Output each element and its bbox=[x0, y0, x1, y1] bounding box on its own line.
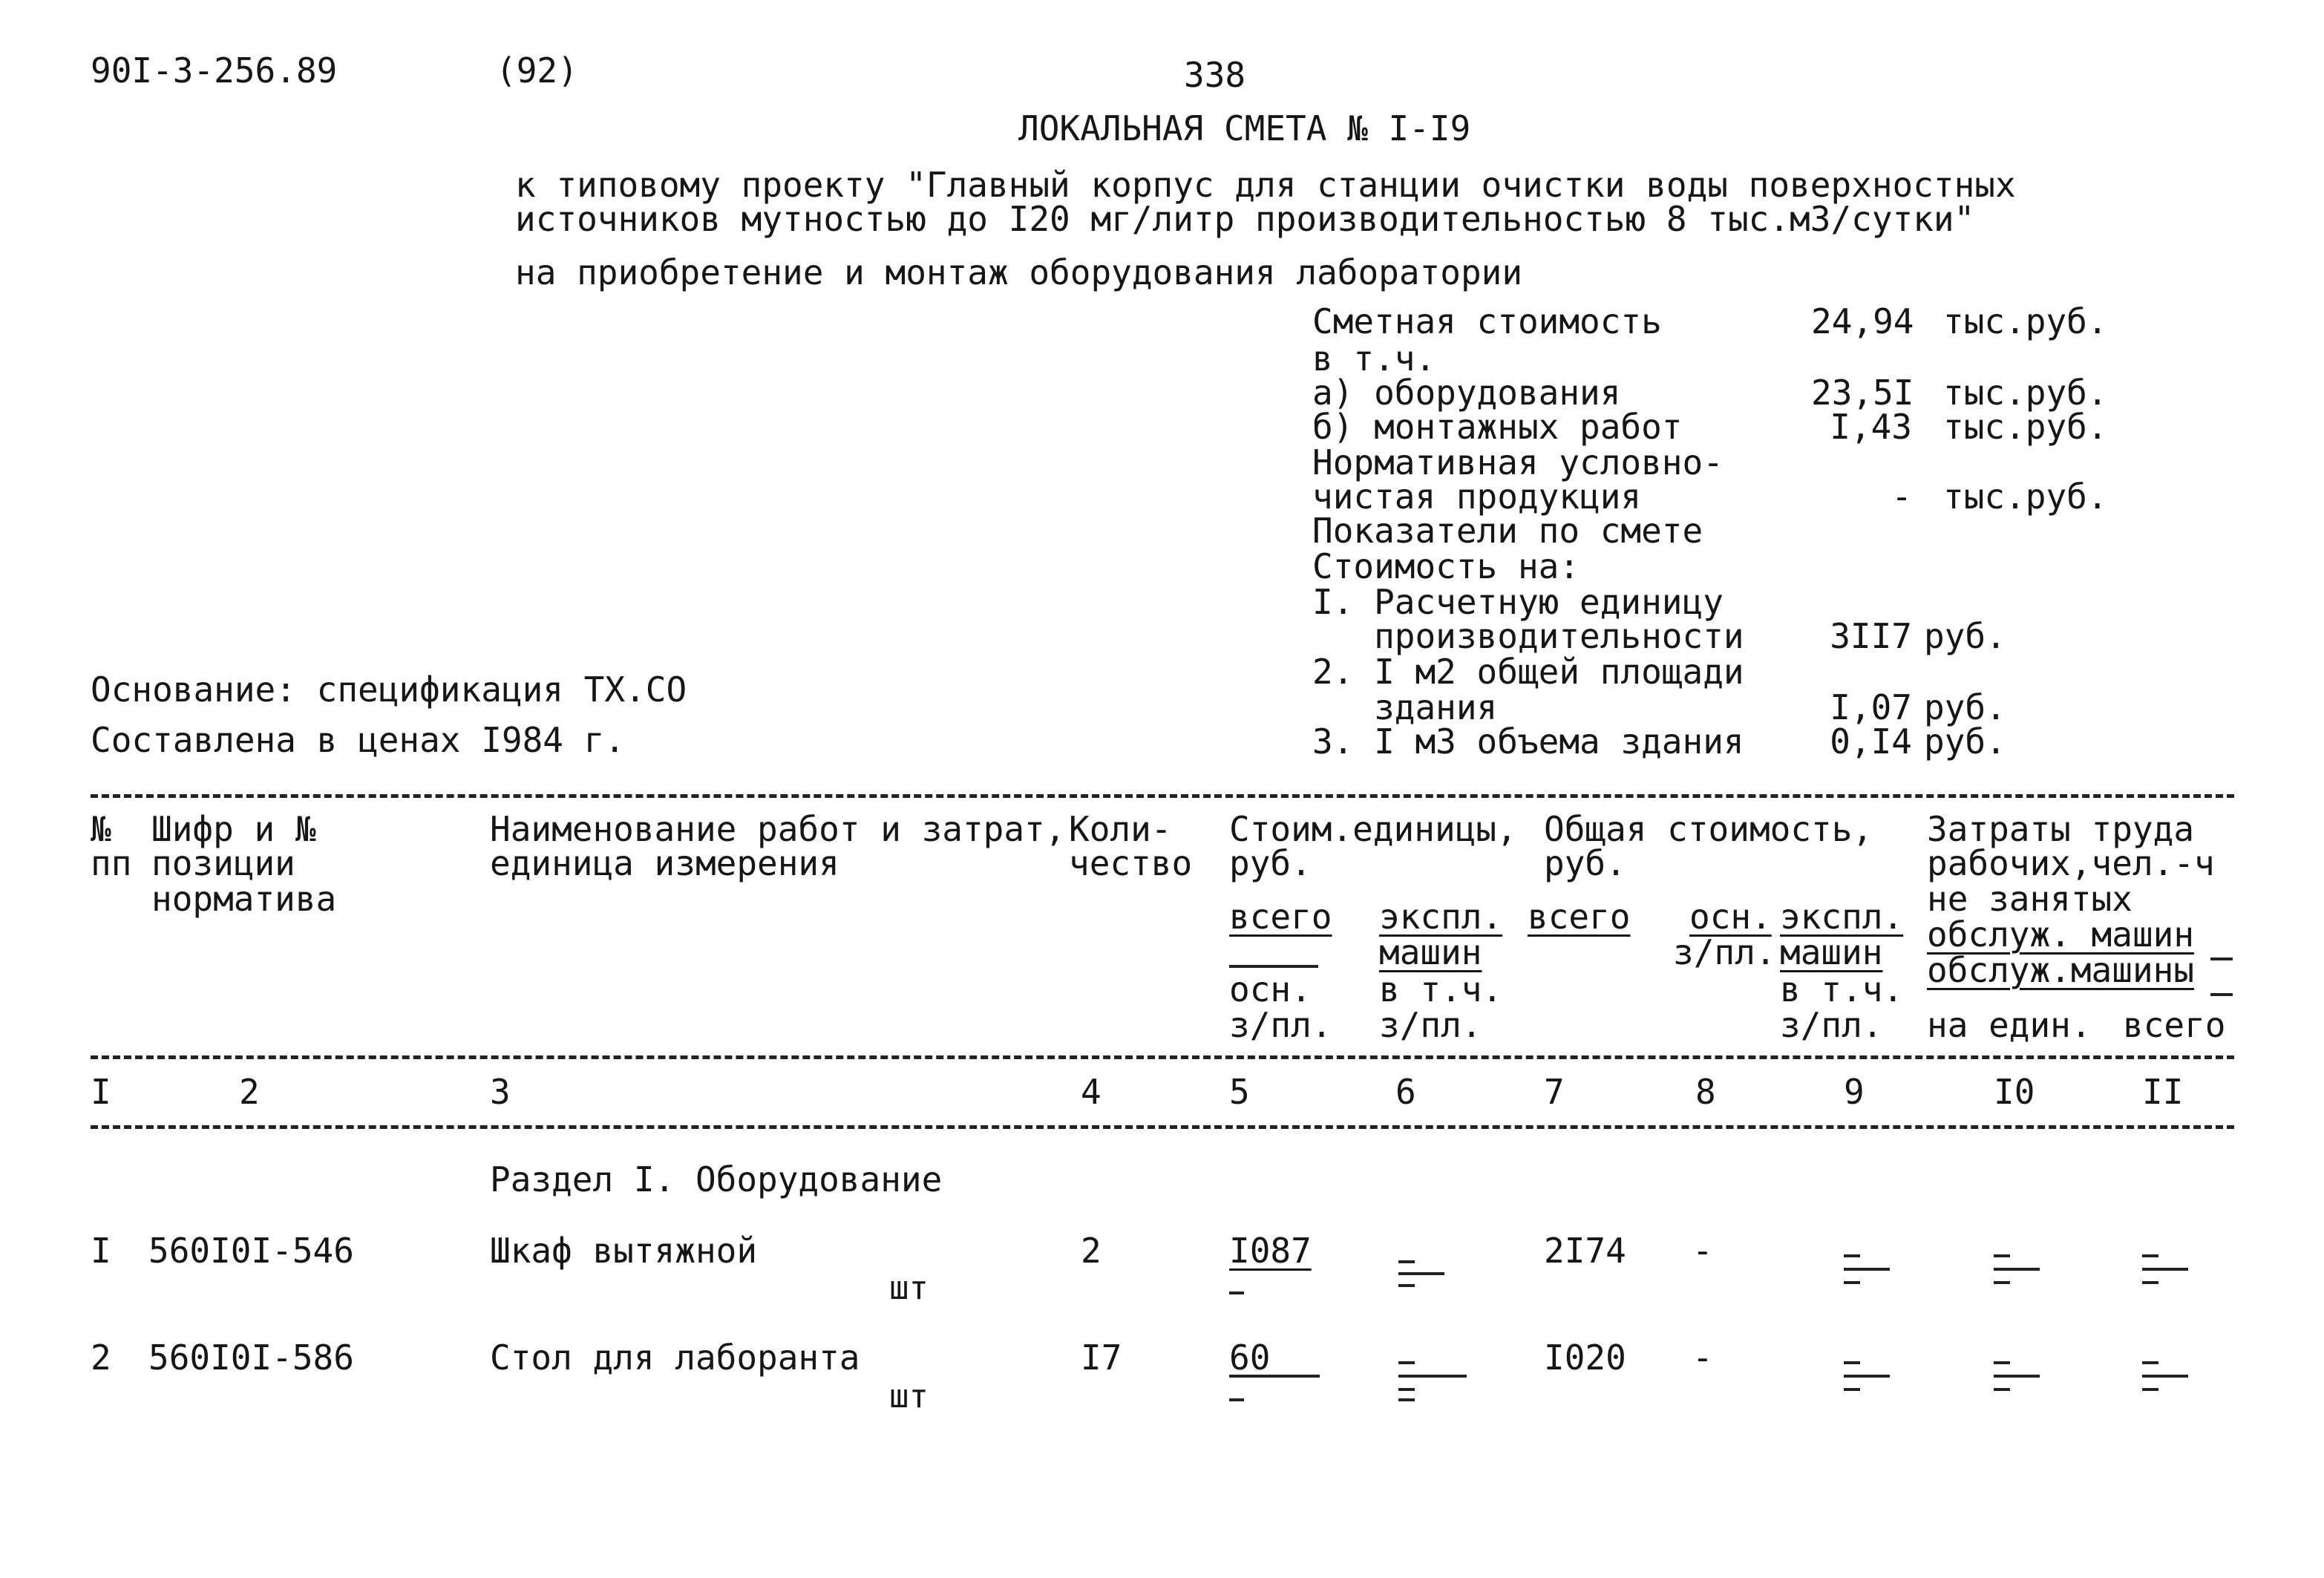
header-code: норматива bbox=[151, 879, 337, 919]
subtitle-line-3: на приобретение и монтаж оборудования лаборатории bbox=[515, 252, 1523, 292]
document-code: 90I-3-256.89 bbox=[91, 50, 338, 91]
header-labor: обслуж.машины bbox=[1927, 950, 2195, 990]
header-rule bbox=[1229, 965, 1318, 968]
row-empty-mark bbox=[2142, 1361, 2158, 1364]
header-number: пп bbox=[91, 843, 132, 883]
row-empty-mark bbox=[1398, 1375, 1467, 1378]
column-number: 5 bbox=[1229, 1072, 1250, 1112]
row-empty-mark bbox=[1844, 1361, 1860, 1364]
row-quantity: 2 bbox=[1081, 1231, 1102, 1271]
header-col7-total: всего bbox=[1528, 897, 1631, 937]
row-unit-cost: I087 bbox=[1229, 1231, 1312, 1271]
row-empty-mark bbox=[1844, 1375, 1890, 1378]
summary-value: 24,94 bbox=[1811, 301, 1914, 341]
header-total-cost: руб. bbox=[1544, 843, 1626, 883]
summary-label: Стоимость на: bbox=[1312, 546, 1580, 586]
row-empty-mark bbox=[2142, 1375, 2188, 1378]
row-empty-mark bbox=[1844, 1268, 1890, 1271]
row-empty-mark bbox=[1229, 1375, 1320, 1378]
header-labor: рабочих,чел.-ч bbox=[1927, 843, 2215, 883]
header-col10-per-unit: на един. bbox=[1927, 1005, 2092, 1045]
row-code: 560I0I-586 bbox=[148, 1338, 354, 1378]
row-empty-mark bbox=[1994, 1268, 2040, 1271]
header-code: позиции bbox=[151, 843, 295, 883]
row-total-cost: I020 bbox=[1544, 1338, 1626, 1378]
header-col11-total: всего bbox=[2123, 1005, 2226, 1045]
row-unit: шт bbox=[889, 1378, 929, 1415]
header-col9-incl: в т.ч. bbox=[1780, 969, 1904, 1009]
summary-value: 23,5I bbox=[1811, 373, 1914, 413]
header-code: Шифр и № bbox=[151, 809, 316, 849]
row-empty-mark bbox=[1994, 1254, 2010, 1257]
summary-label: здания bbox=[1312, 687, 1498, 727]
row-base-wage: - bbox=[1692, 1231, 1713, 1271]
header-unit-cost: руб. bbox=[1229, 843, 1312, 883]
column-number: 7 bbox=[1544, 1072, 1565, 1112]
document-title: ЛОКАЛЬНАЯ СМЕТА № I-I9 bbox=[1018, 108, 1471, 148]
row-empty-mark bbox=[2142, 1281, 2158, 1284]
header-unit-cost: Стоим.единицы, bbox=[1229, 809, 1517, 849]
row-empty-mark bbox=[2142, 1254, 2158, 1257]
header-labor: Затраты труда bbox=[1927, 809, 2195, 849]
header-name: единица измерения bbox=[490, 843, 839, 883]
summary-value: 3II7 bbox=[1830, 616, 1912, 656]
column-number: II bbox=[2142, 1072, 2184, 1112]
summary-label: 3. I м3 объема здания bbox=[1312, 721, 1744, 762]
summary-value: I,43 bbox=[1830, 407, 1912, 447]
summary-value: - bbox=[1891, 477, 1912, 517]
summary-value: I,07 bbox=[1830, 687, 1912, 727]
row-empty-mark bbox=[1844, 1254, 1860, 1257]
summary-label: Сметная стоимость bbox=[1312, 301, 1662, 341]
summary-unit: руб. bbox=[1924, 721, 2006, 762]
summary-unit: тыс.руб. bbox=[1943, 407, 2108, 447]
table-header-rule bbox=[91, 1055, 2234, 1059]
summary-label: производительности bbox=[1312, 616, 1744, 656]
row-empty-mark bbox=[1398, 1260, 1415, 1263]
section-title: Раздел I. Оборудование bbox=[490, 1159, 943, 1199]
row-name: Шкаф вытяжной bbox=[490, 1231, 758, 1271]
header-labor: обслуж. машин bbox=[1927, 914, 2195, 955]
header-total-cost: Общая стоимость, bbox=[1544, 809, 1873, 849]
table-top-rule bbox=[91, 794, 2234, 798]
summary-label: 2. I м2 общей площади bbox=[1312, 652, 1744, 692]
subtitle-line-1: к типовому проекту "Главный корпус для станции очистки воды поверхностных bbox=[515, 165, 2016, 205]
column-number: 9 bbox=[1844, 1072, 1865, 1112]
sheet-reference: (92) bbox=[496, 50, 578, 91]
header-col6-incl: з/пл. bbox=[1379, 1005, 1482, 1045]
summary-label: а) оборудования bbox=[1312, 373, 1621, 413]
summary-unit: руб. bbox=[1924, 687, 2006, 727]
summary-label: в т.ч. bbox=[1312, 338, 1436, 379]
header-name: Наименование работ и затрат, bbox=[490, 809, 1066, 849]
header-quantity: чество bbox=[1069, 843, 1193, 883]
summary-unit: тыс.руб. bbox=[1943, 373, 2108, 413]
column-number: 4 bbox=[1081, 1072, 1102, 1112]
row-empty-mark bbox=[1398, 1272, 1444, 1275]
subtitle-line-2: источников мутностью до I20 мг/литр производительностью 8 тыс.м3/сутки" bbox=[515, 199, 1975, 239]
row-empty-mark bbox=[1994, 1281, 2010, 1284]
row-empty-mark bbox=[1844, 1388, 1860, 1391]
header-labor: не занятых bbox=[1927, 879, 2132, 919]
summary-label: I. Расчетную единицу bbox=[1312, 582, 1724, 622]
row-empty-mark bbox=[2142, 1388, 2158, 1391]
summary-label: Показатели по смете bbox=[1312, 511, 1703, 551]
row-number: I bbox=[91, 1231, 111, 1271]
summary-value: 0,I4 bbox=[1830, 721, 1912, 762]
summary-label: чистая продукция bbox=[1312, 477, 1642, 517]
row-unit: шт bbox=[889, 1269, 929, 1307]
summary-label: б) монтажных работ bbox=[1312, 407, 1683, 447]
header-rule bbox=[2210, 957, 2233, 960]
summary-unit: руб. bbox=[1924, 616, 2006, 656]
header-quantity: Коли- bbox=[1069, 809, 1172, 849]
header-col9-incl: з/пл. bbox=[1780, 1005, 1883, 1045]
basis-price-year: Составлена в ценах I984 г. bbox=[91, 720, 626, 760]
header-col6-machines: машин bbox=[1379, 932, 1482, 972]
row-quantity: I7 bbox=[1081, 1338, 1122, 1378]
header-col8-base: осн. bbox=[1689, 897, 1772, 937]
row-empty-mark bbox=[1844, 1281, 1860, 1284]
row-empty-mark bbox=[1398, 1388, 1415, 1391]
row-empty-mark bbox=[1398, 1284, 1415, 1287]
row-unit-cost: 60 bbox=[1229, 1338, 1271, 1378]
row-total-cost: 2I74 bbox=[1544, 1231, 1626, 1271]
column-number: I bbox=[91, 1072, 111, 1112]
row-empty-mark bbox=[1994, 1361, 2010, 1364]
header-col6-machines: экспл. bbox=[1379, 897, 1503, 937]
row-empty-mark bbox=[1229, 1398, 1244, 1401]
column-number: 3 bbox=[490, 1072, 511, 1112]
page-number: 338 bbox=[1184, 55, 1246, 95]
row-name: Стол для лаборанта bbox=[490, 1338, 860, 1378]
summary-label: Нормативная условно- bbox=[1312, 442, 1724, 482]
row-empty-mark bbox=[1994, 1375, 2040, 1378]
header-col5-base: осн. bbox=[1229, 969, 1312, 1009]
row-empty-mark bbox=[1398, 1398, 1415, 1401]
column-number: 8 bbox=[1695, 1072, 1716, 1112]
summary-unit: тыс.руб. bbox=[1943, 301, 2108, 341]
basis-specification: Основание: спецификация ТХ.СО bbox=[91, 669, 687, 710]
column-numbers-rule bbox=[91, 1125, 2234, 1129]
summary-unit: тыс.руб. bbox=[1943, 477, 2108, 517]
header-rule bbox=[2210, 993, 2233, 996]
header-col9-machines: экспл. bbox=[1780, 897, 1904, 937]
header-col9-machines: машин bbox=[1780, 932, 1883, 972]
header-col5-total: всего bbox=[1229, 897, 1332, 937]
row-number: 2 bbox=[91, 1338, 111, 1378]
row-empty-mark bbox=[1398, 1361, 1415, 1364]
row-empty-mark bbox=[2142, 1268, 2188, 1271]
row-empty-mark bbox=[1229, 1291, 1244, 1294]
column-number: I0 bbox=[1994, 1072, 2035, 1112]
header-col5-base: з/пл. bbox=[1229, 1005, 1332, 1045]
header-col6-incl: в т.ч. bbox=[1379, 969, 1503, 1009]
row-empty-mark bbox=[1994, 1388, 2010, 1391]
column-number: 6 bbox=[1395, 1072, 1416, 1112]
column-number: 2 bbox=[239, 1072, 260, 1112]
header-number: № bbox=[91, 809, 111, 849]
header-col8-base: з/пл. bbox=[1673, 932, 1776, 972]
row-code: 560I0I-546 bbox=[148, 1231, 354, 1271]
row-base-wage: - bbox=[1692, 1338, 1713, 1378]
